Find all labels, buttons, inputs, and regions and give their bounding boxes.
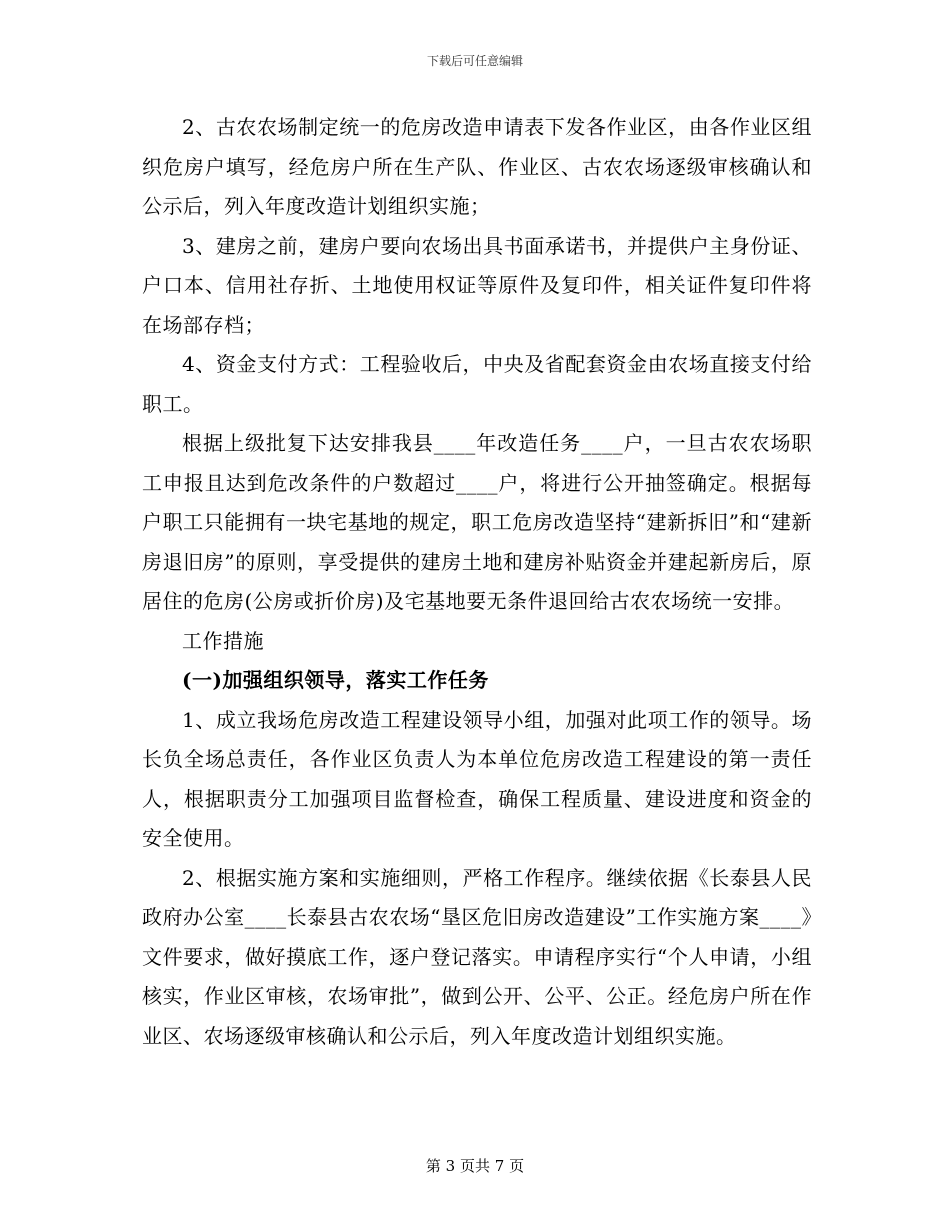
paragraph-measure-2: 2、根据实施方案和实施细则，严格工作程序。继续依据《长泰县人民政府办公室____长泰县古农农场“垦区危旧房改造建设”工作实施方案____》文件要求，做好摸底工作，逐户登记落实。申请程序实行“个人申请，小组核实，作业区审核，农场审批”，做到公开、公平、公正。经危房户所在作业区、农场逐级审核确认和公示后，列入年度改造计划组织实施。 — [142, 865, 812, 1048]
paragraph-allocation: 根据上级批复下达安排我县____年改造任务____户，一旦古农农场职工申报且达到危改条件的户数超过____户，将进行公开抽签确定。根据每户职工只能拥有一块宅基地的规定，职工危房改造坚持“建新拆旧”和“建新房退旧房”的原则，享受提供的建房土地和建房补贴资金并建起新房后，原居住的危房(公房或折价房)及宅基地要无条件退回给古农农场统一安排。 — [142, 431, 812, 613]
paragraph-item-4: 4、资金支付方式：工程验收后，中央及省配套资金由农场直接支付给职工。 — [142, 352, 812, 416]
subsection-heading-1: (一)加强组织领导，落实工作任务 — [182, 668, 489, 692]
paragraph-measure-1: 1、成立我场危房改造工程建设领导小组，加强对此项工作的领导。场长负全场总责任，各作业区负责人为本单位危房改造工程建设的第一责任人，根据职责分工加强项目监督检查，确保工程质量、建设进度和资金的安全使用。 — [142, 707, 812, 850]
page-header: 下载后可任意编辑 — [426, 54, 523, 68]
page-footer: 第 3 页共 7 页 — [425, 1157, 525, 1175]
document-body — [142, 108, 812, 1056]
paragraph-item-3: 3、建房之前，建房户要向农场出具书面承诺书，并提供户主身份证、户口本、信用社存折、土地使用权证等原件及复印件，相关证件复印件将在场部存档； — [142, 233, 812, 337]
paragraph-item-2: 2、古农农场制定统一的危房改造申请表下发各作业区，由各作业区组织危房户填写，经危房户所在生产队、作业区、古农农场逐级审核确认和公示后，列入年度改造计划组织实施； — [142, 115, 812, 218]
section-heading-measures: 工作措施 — [182, 628, 264, 653]
